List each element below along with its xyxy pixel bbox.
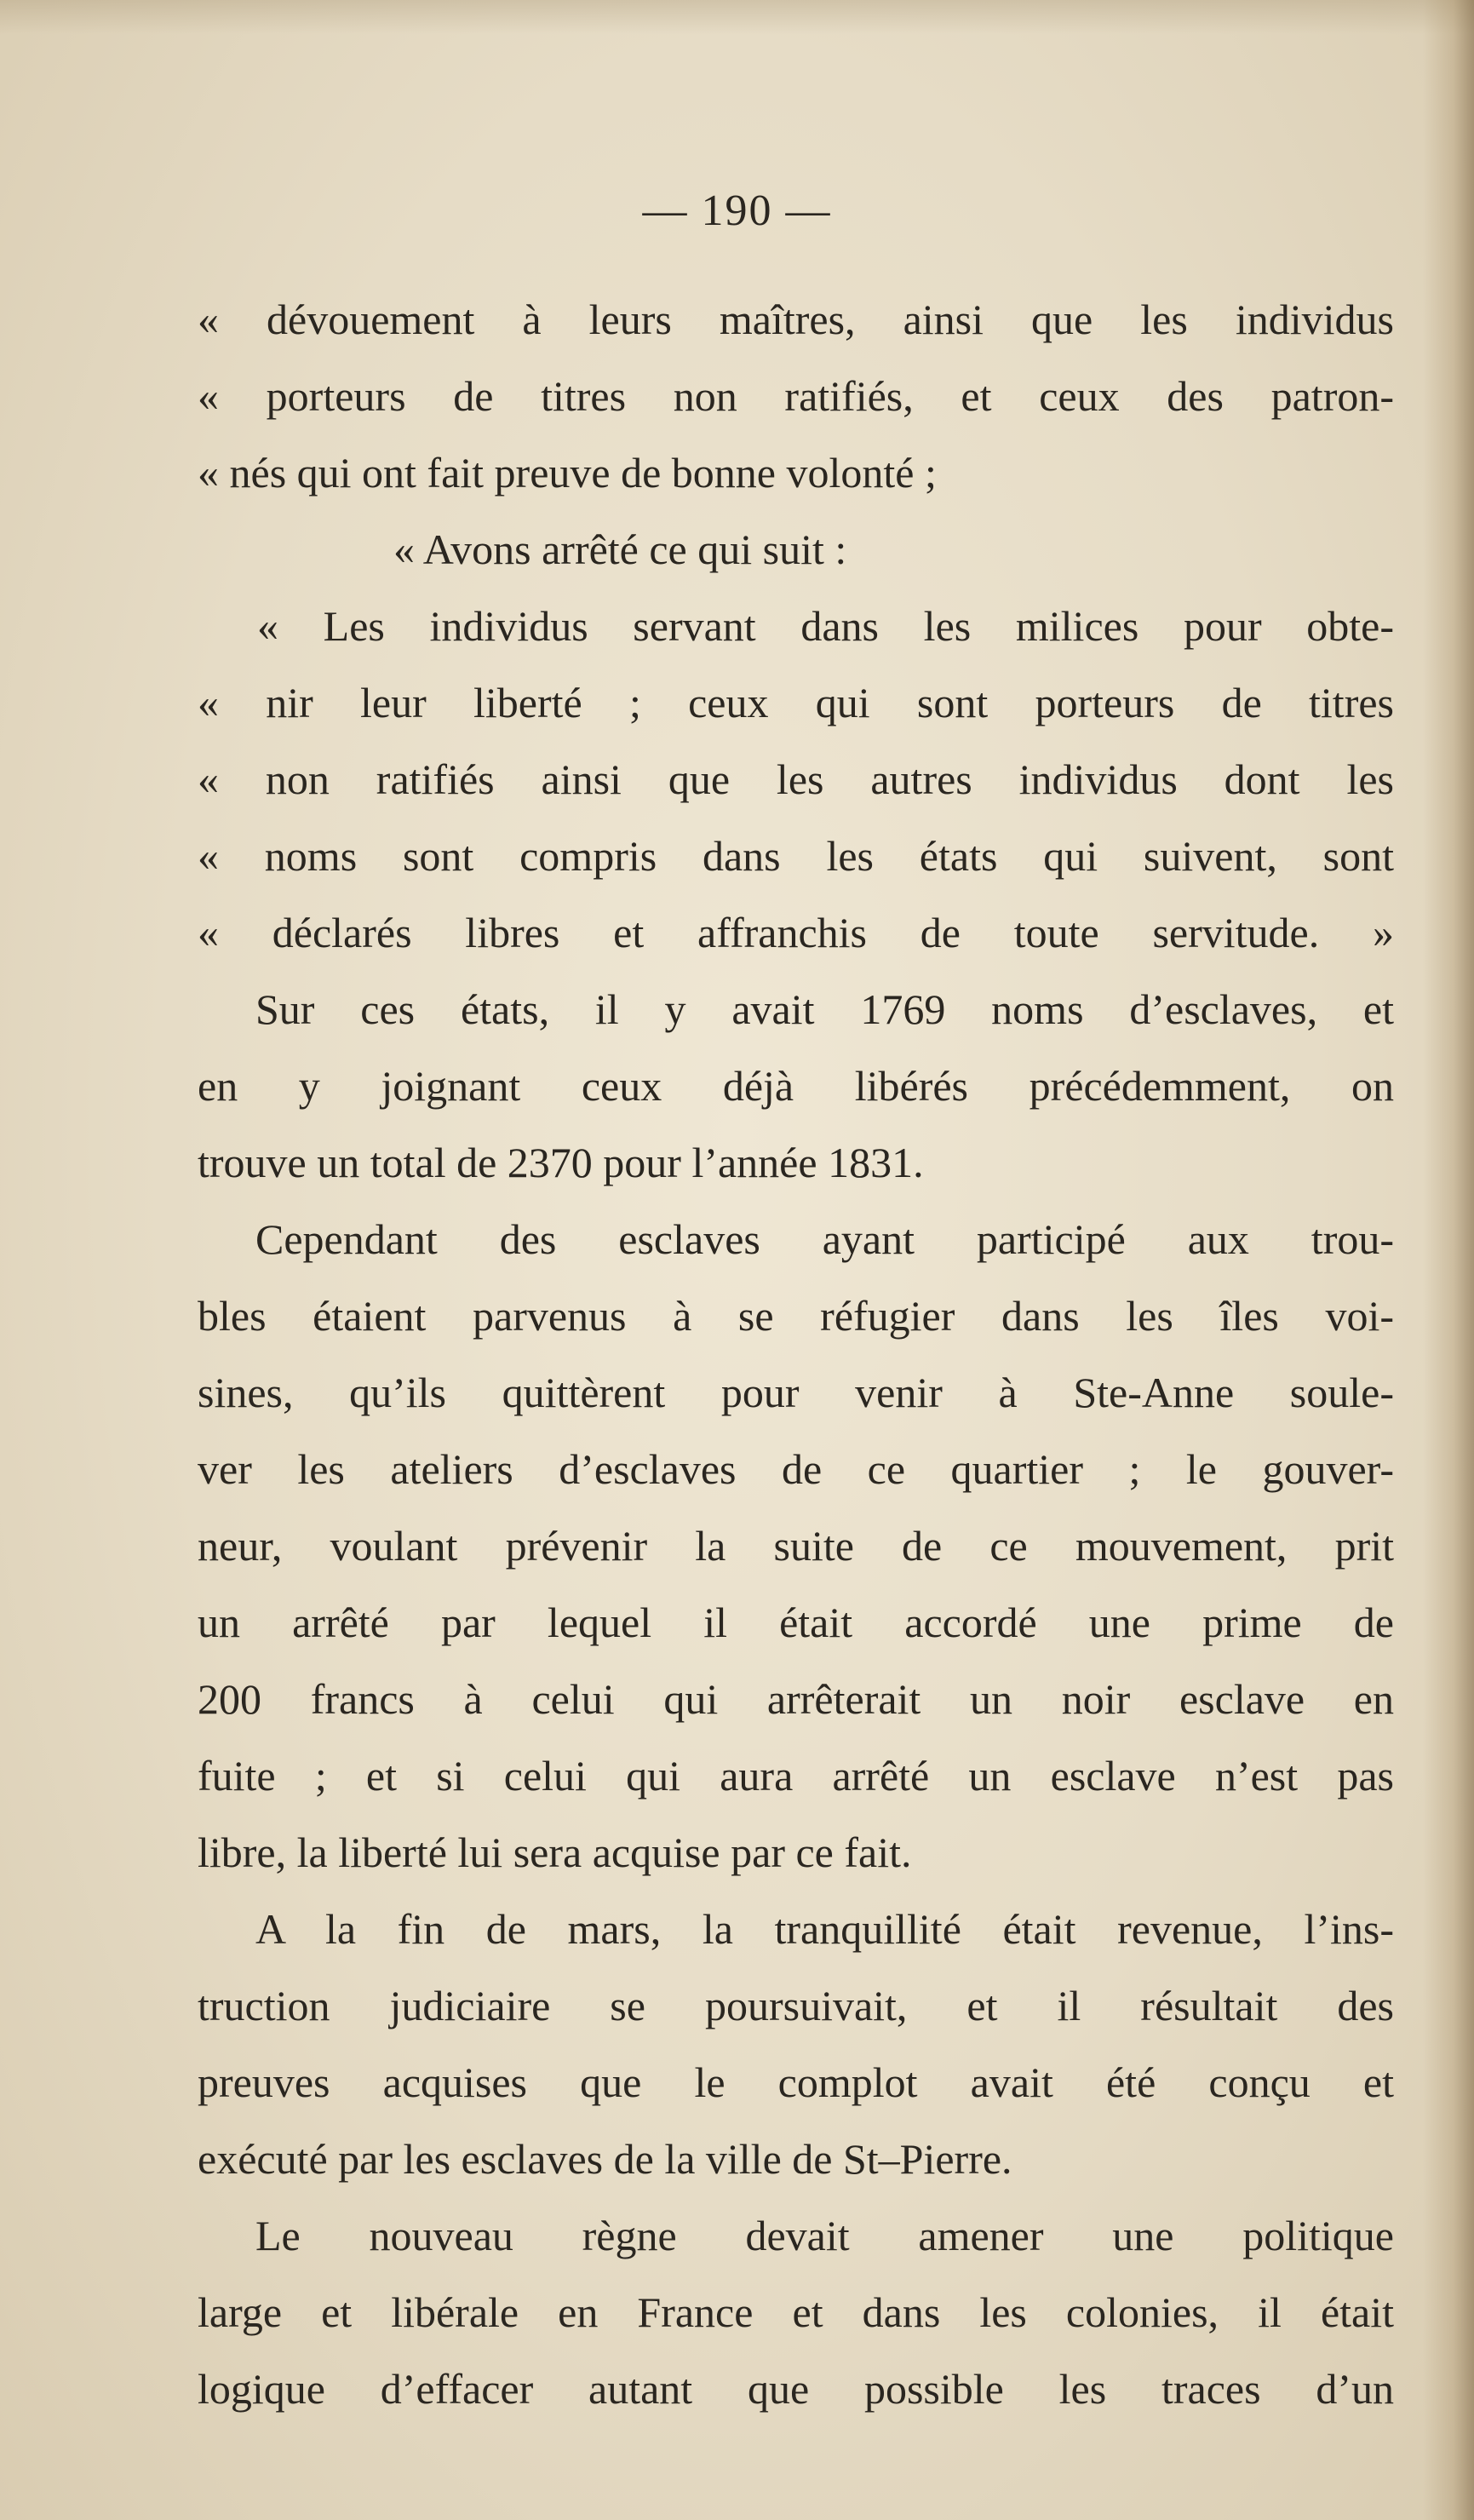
text-line: logique d’effacer autant que possible les traces d’un bbox=[198, 2365, 1394, 2413]
text-line: trouve un total de 2370 pour l’année 1831. bbox=[198, 1139, 924, 1186]
text-line: large et libérale en France et dans les colonies, il était bbox=[198, 2288, 1394, 2336]
text-line: « dévouement à leurs maîtres, ainsi que les individus bbox=[198, 296, 1394, 343]
text-line: « déclarés libres et affranchis de toute servitude. » bbox=[198, 909, 1394, 956]
text-line: « porteurs de titres non ratifiés, et ceux des patron- bbox=[198, 372, 1394, 420]
text-line: fuite ; et si celui qui aura arrêté un esclave n’est pas bbox=[198, 1752, 1394, 1800]
text-line: en y joignant ceux déjà libérés précédemment, on bbox=[198, 1062, 1394, 1110]
text-line: ver les ateliers d’esclaves de ce quartier ; le gouver- bbox=[198, 1445, 1394, 1493]
text-line: Le nouveau règne devait amener une politique bbox=[255, 2212, 1394, 2259]
text-line: libre, la liberté lui sera acquise par ce fait. bbox=[198, 1828, 912, 1876]
text-line: « nés qui ont fait preuve de bonne volonté ; bbox=[198, 449, 937, 497]
text-line: exécuté par les esclaves de la ville de St–Pierre. bbox=[198, 2135, 1012, 2183]
text-line: preuves acquises que le complot avait été conçu et bbox=[198, 2058, 1394, 2106]
text-line: « Les individus servant dans les milices pour obte- bbox=[257, 602, 1394, 650]
body-text bbox=[198, 281, 1394, 2427]
text-line: Sur ces états, il y avait 1769 noms d’esclaves, et bbox=[255, 985, 1394, 1033]
page-shadow-right bbox=[1423, 0, 1474, 2520]
text-line: truction judiciaire se poursuivait, et il résultait des bbox=[198, 1982, 1394, 2029]
text-line: « non ratifiés ainsi que les autres individus dont les bbox=[198, 755, 1394, 803]
page-number: — 190 — bbox=[642, 187, 832, 235]
text-line: sines, qu’ils quittèrent pour venir à Ste-Anne soule- bbox=[198, 1369, 1394, 1416]
page-shadow-top bbox=[0, 0, 1474, 34]
text-line: « noms sont compris dans les états qui suivent, sont bbox=[198, 832, 1394, 880]
text-line: 200 francs à celui qui arrêterait un noir esclave en bbox=[198, 1675, 1394, 1723]
text-line: Cependant des esclaves ayant participé aux trou- bbox=[255, 1215, 1394, 1263]
text-line: bles étaient parvenus à se réfugier dans les îles voi- bbox=[198, 1292, 1394, 1340]
text-line: un arrêté par lequel il était accordé une prime de bbox=[198, 1599, 1394, 1646]
text-line: « nir leur liberté ; ceux qui sont porteurs de titres bbox=[198, 679, 1394, 726]
text-line: « Avons arrêté ce qui suit : bbox=[393, 525, 847, 573]
text-line: A la fin de mars, la tranquillité était revenue, l’ins- bbox=[255, 1905, 1394, 1953]
text-line: neur, voulant prévenir la suite de ce mouvement, prit bbox=[198, 1522, 1394, 1570]
